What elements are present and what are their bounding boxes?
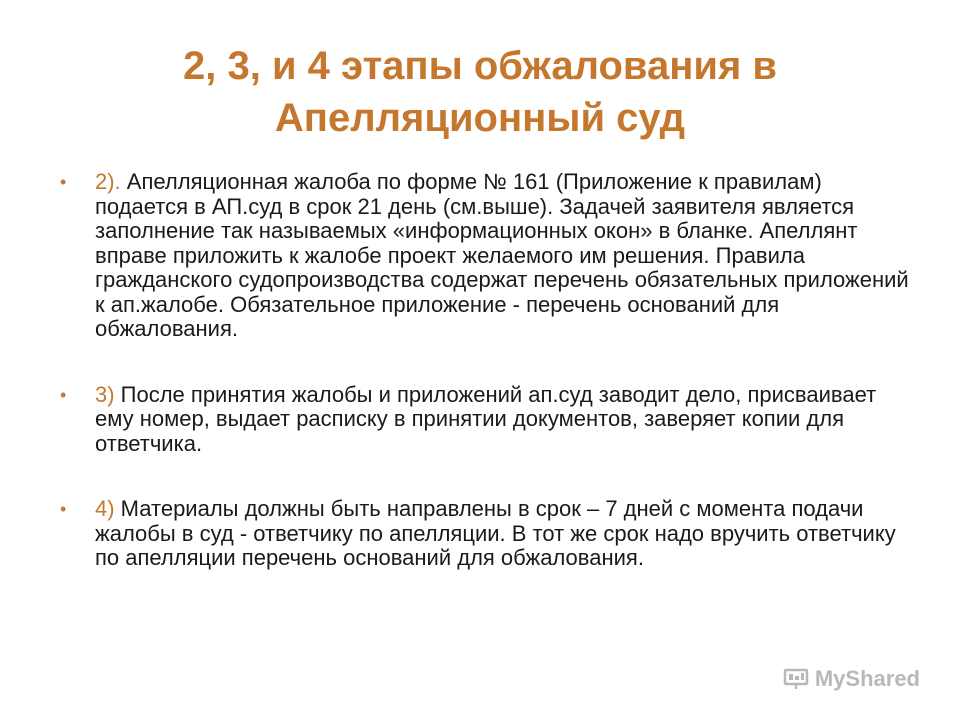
bullet-number: 4) (95, 496, 115, 521)
bullet-list (60, 170, 910, 571)
presentation-icon (783, 668, 809, 690)
bullet-dot-icon: • (60, 384, 67, 405)
bullet-item (60, 170, 910, 342)
watermark-text: MyShared (814, 666, 920, 691)
slide-title: 2, 3, и 4 этапы обжалования в Апелляционный суд (183, 44, 777, 140)
bullet-text: Материалы должны быть направлены в срок – 7 дней с момента подачи жалобы в суд - ответчику по апелляции. В тот же срок надо вручить ответчику по апелляции перечень оснований для обжалования. (95, 496, 896, 570)
bullet-number: 2). (95, 169, 121, 194)
bullet-dot-icon: • (60, 499, 67, 519)
bullet-item (60, 383, 910, 457)
bullet-number: 3) (95, 381, 115, 407)
bullet-text: После принятия жалобы и приложений ап.суд заводит дело, присваивает ему номер, выдает расписку в принятии документов, заверяет копии для ответчика. (95, 381, 877, 456)
myshared-watermark (783, 666, 920, 692)
bullet-dot-icon: • (60, 172, 67, 192)
bullet-item (60, 497, 910, 571)
bullet-text: Апелляционная жалоба по форме № 161 (Приложение к правилам) подается в АП.суд в срок 21 день (см.выше). Задачей заявителя является заполнение так называемых «информационных окон» в бланке. Апеллянт вправе приложить к жалобе проект желаемого им решения. Правила гражданского судопроизводства содержат перечень обязательных приложений к ап.жалобе. Обязательное приложение - перечень оснований для обжалования. (95, 169, 909, 341)
